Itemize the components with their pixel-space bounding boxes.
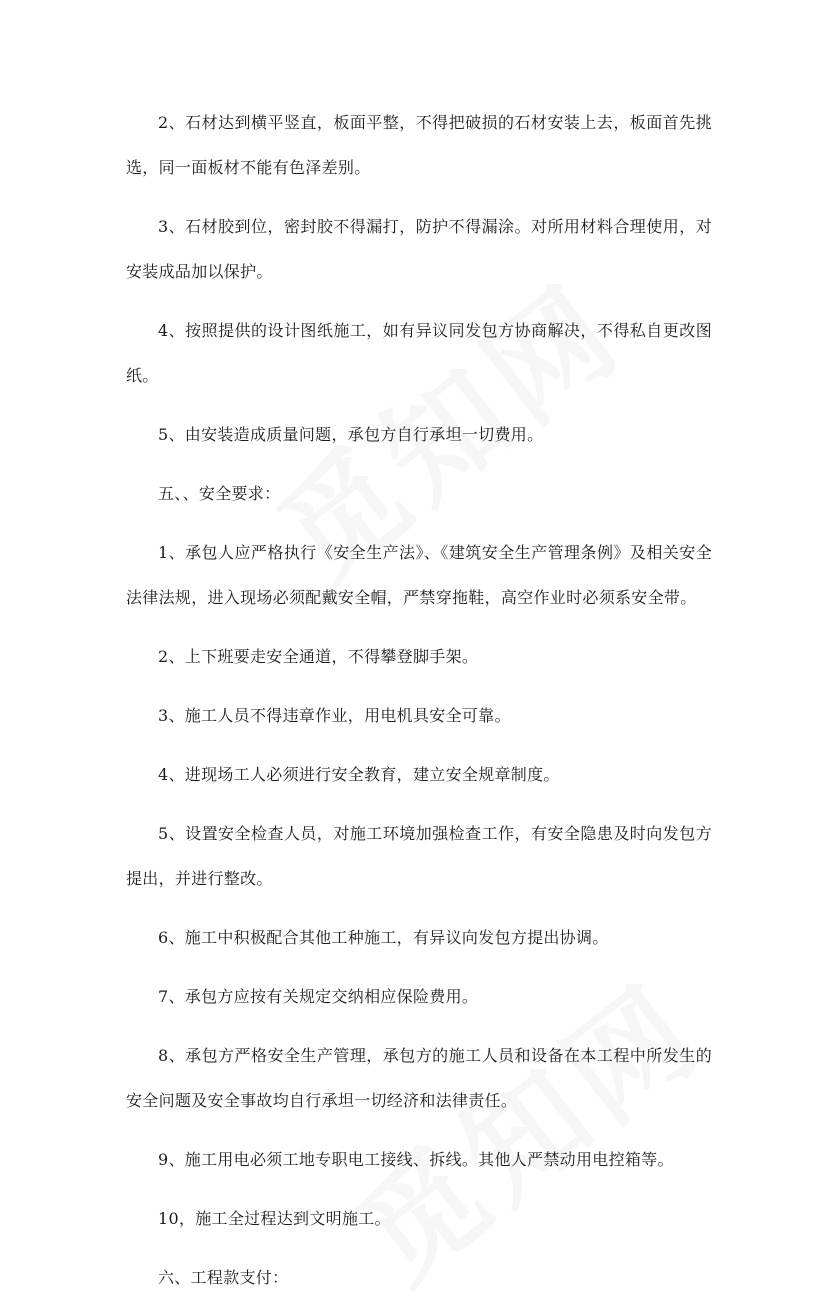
paragraph-safety-7: 7、承包方应按有关规定交纳相应保险费用。 xyxy=(158,987,479,1006)
paragraph-safety-8: 8、承包方严格安全生产管理，承包方的施工人员和设备在本工程中所发生的安全问题及安全事故均自行承坦一切经济和法律责任。 xyxy=(126,1046,712,1110)
paragraph-safety-9: 9、施工用电必须工地专职电工接线、拆线。其他人严禁动用电控箱等。 xyxy=(158,1150,674,1169)
section-heading-payment: 六、工程款支付： xyxy=(158,1268,289,1287)
paragraph-safety-10: 10，施工全过程达到文明施工。 xyxy=(158,1209,391,1228)
paragraph-safety-3: 3、施工人员不得违章作业，用电机具安全可靠。 xyxy=(158,706,511,725)
paragraph-quality-2: 2、石材达到横平竖直，板面平整，不得把破损的石材安装上去，板面首先挑选，同一面板材不能有色泽差别。 xyxy=(126,113,712,177)
document-body xyxy=(126,100,712,1314)
paragraph-quality-5: 5、由安装造成质量问题，承包方自行承坦一切费用。 xyxy=(158,425,544,444)
paragraph-safety-2: 2、上下班要走安全通道，不得攀登脚手架。 xyxy=(158,647,479,666)
paragraph-safety-4: 4、进现场工人必须进行安全教育，建立安全规章制度。 xyxy=(158,765,560,784)
paragraph-quality-3: 3、石材胶到位，密封胶不得漏打，防护不得漏涂。对所用材料合理使用，对安装成品加以保护。 xyxy=(126,217,712,281)
paragraph-safety-1: 1、承包人应严格执行《安全生产法》、《建筑安全生产管理条例》及相关安全法律法规，进入现场必须配戴安全帽，严禁穿拖鞋，高空作业时必须系安全带。 xyxy=(126,543,712,607)
paragraph-safety-6: 6、施工中积极配合其他工种施工，有异议向发包方提出协调。 xyxy=(158,928,609,947)
paragraph-safety-5: 5、设置安全检查人员，对施工环境加强检查工作，有安全隐患及时向发包方提出，并进行整改。 xyxy=(126,824,712,888)
section-heading-safety: 五、、安全要求： xyxy=(158,484,281,503)
paragraph-quality-4: 4、按照提供的设计图纸施工，如有异议同发包方协商解决，不得私自更改图纸。 xyxy=(126,321,712,385)
